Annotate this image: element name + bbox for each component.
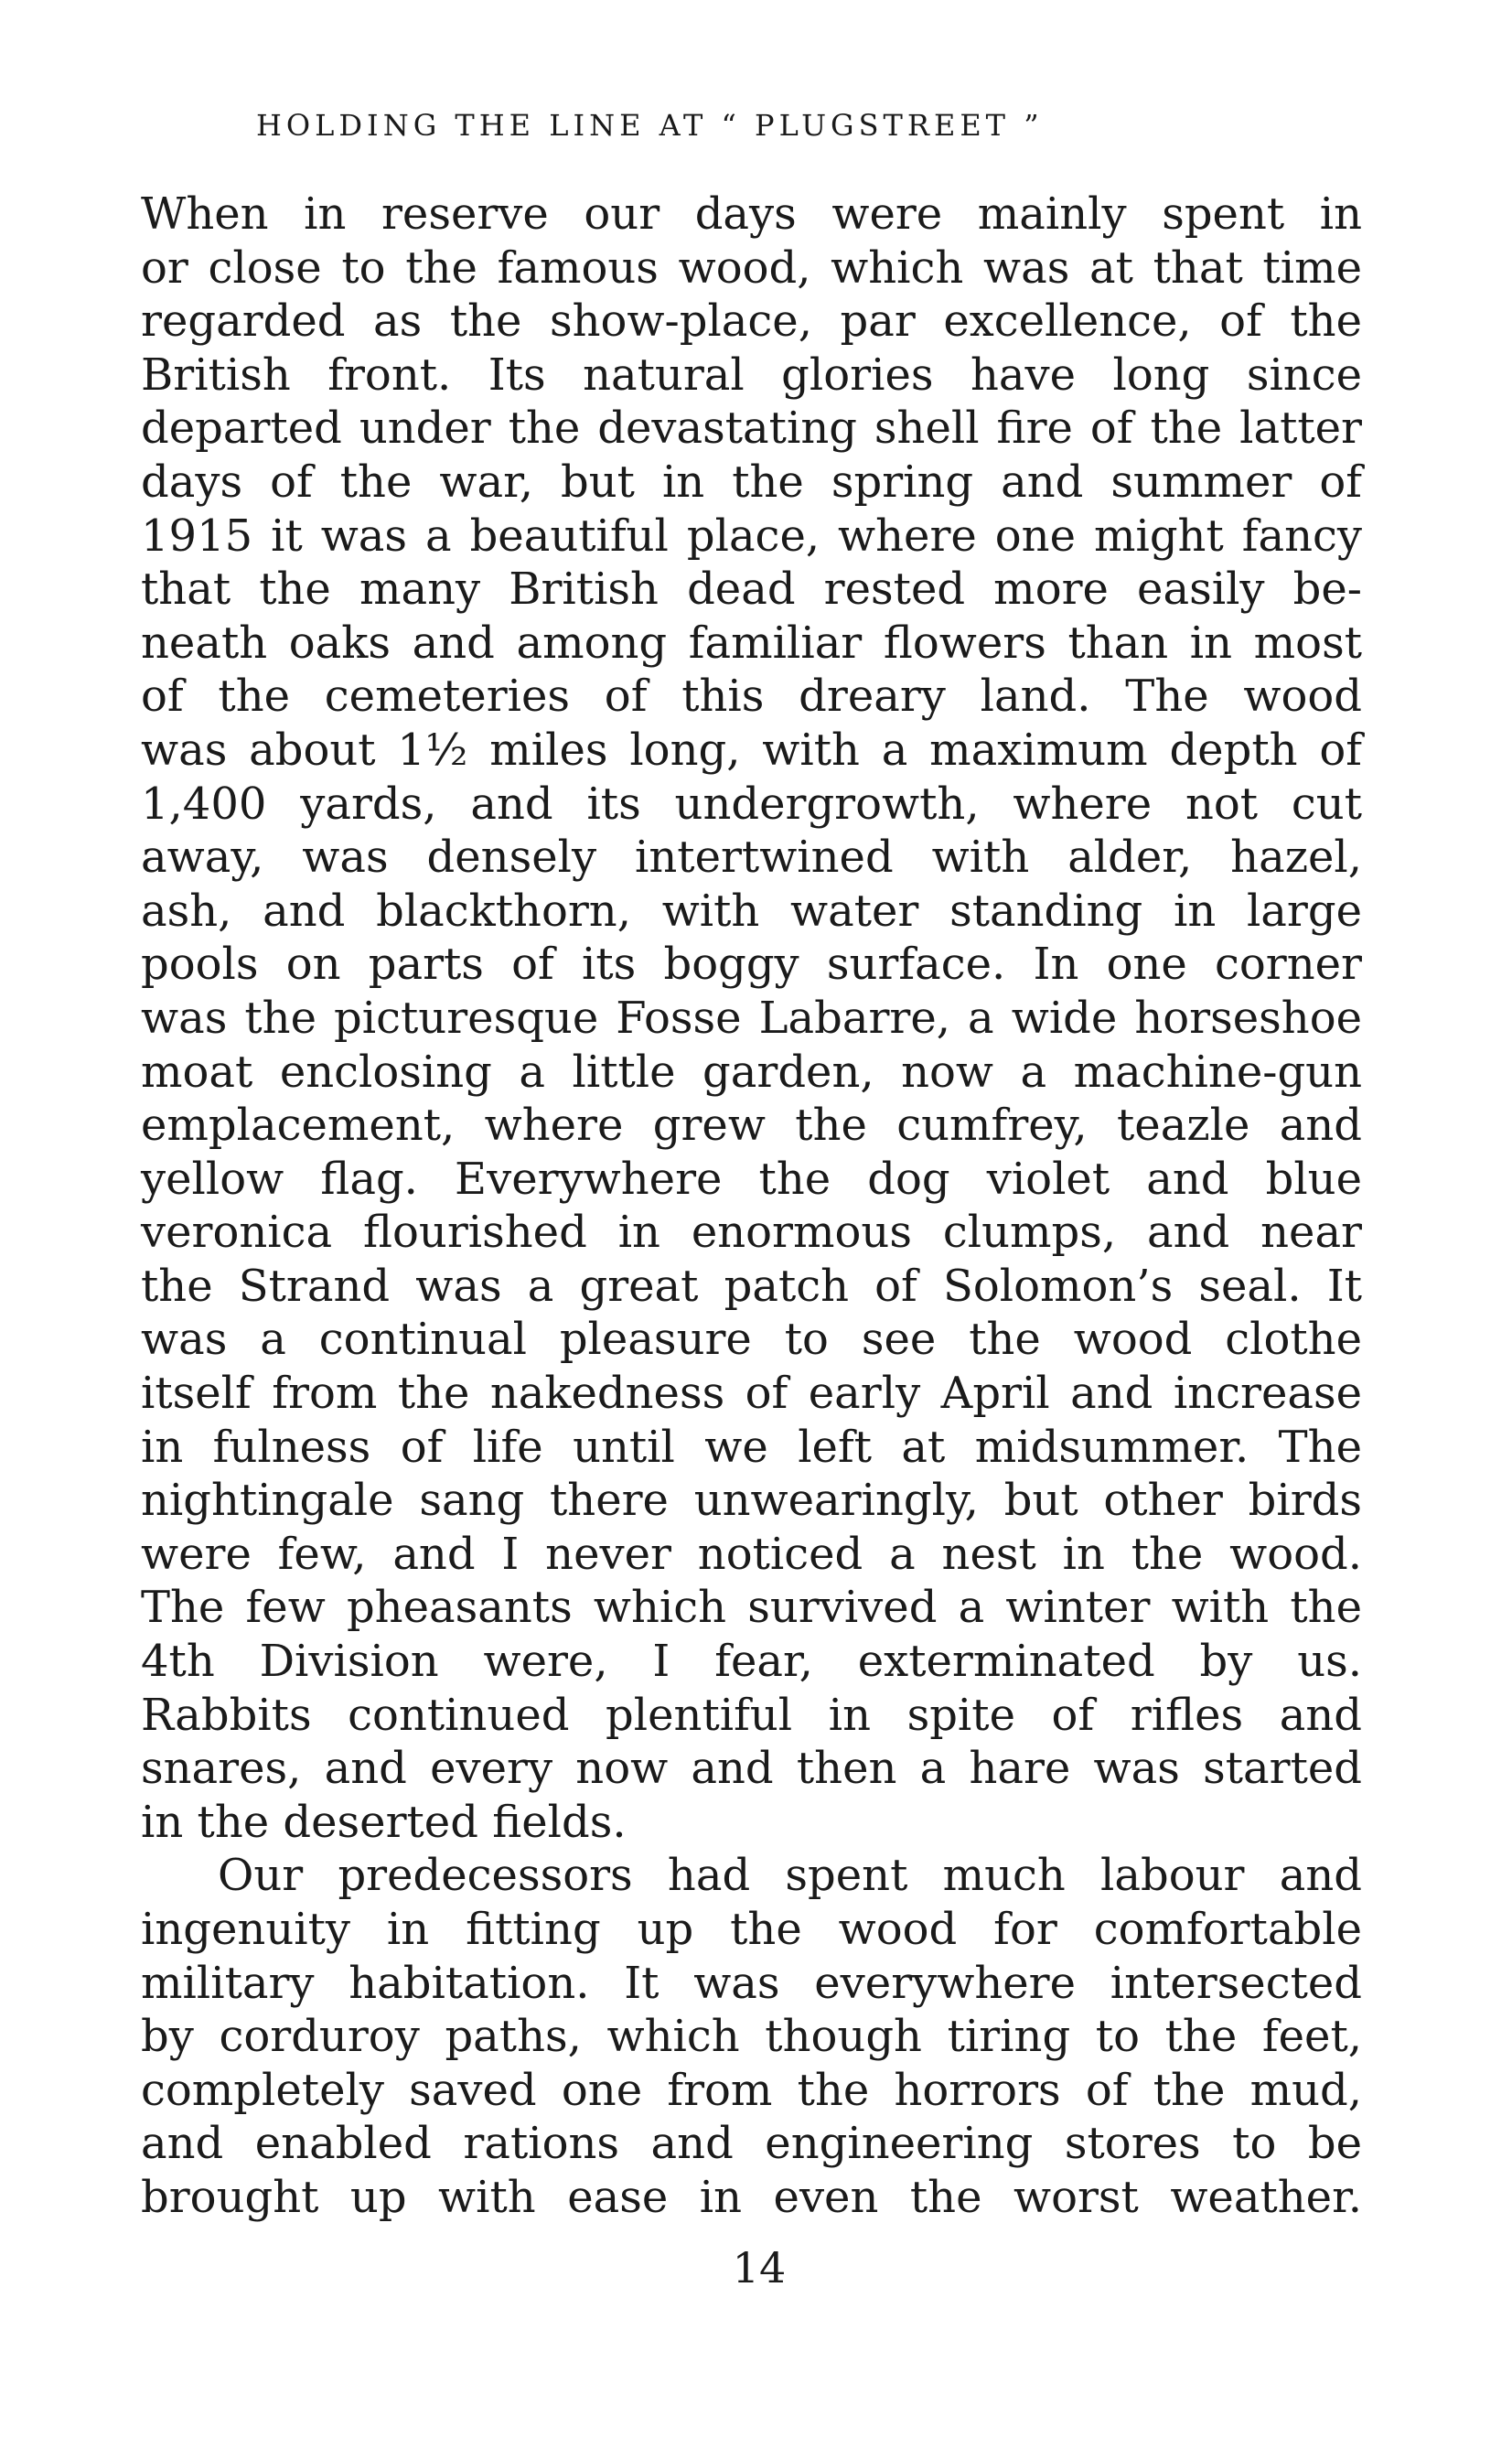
text-line: was the picturesque Fosse Labarre, a wide horseshoe: [141, 992, 1362, 1044]
text-line: or close to the famous wood, which was at that time: [141, 242, 1362, 294]
text-line: British front. Its natural glories have long since: [141, 349, 1362, 401]
text-line: departed under the devastating shell fire of the latter: [141, 403, 1362, 455]
paragraph-2: [141, 1849, 1362, 2224]
text-line: itself from the nakedness of early April and increase: [141, 1368, 1362, 1420]
text-line: veronica flourished in enormous clumps, and near: [141, 1207, 1362, 1259]
running-head: HOLDING THE LINE AT “ PLUGSTREET ”: [256, 108, 1044, 143]
body-text: [141, 188, 1362, 2225]
text-line: the Strand was a great patch of Solomon’s seal. It: [141, 1260, 1362, 1312]
text-line: away, was densely intertwined with alder, hazel,: [141, 832, 1362, 884]
text-line: moat enclosing a little garden, now a machine-gun: [141, 1046, 1362, 1098]
text-line: nightingale sang there unwearingly, but other birds: [141, 1475, 1362, 1527]
text-line: When in reserve our days were mainly spent in: [141, 188, 1362, 240]
text-line: neath oaks and among familiar flowers than in most: [141, 617, 1362, 669]
text-line: of the cemeteries of this dreary land. The wood: [141, 671, 1362, 723]
text-line: ash, and blackthorn, with water standing in large: [141, 885, 1362, 937]
text-line: in the deserted fields.: [141, 1796, 627, 1848]
text-line: brought up with ease in even the worst weather.: [141, 2171, 1362, 2223]
text-line: yellow flag. Everywhere the dog violet and blue: [141, 1153, 1362, 1205]
text-line: 1,400 yards, and its undergrowth, where not cut: [141, 778, 1362, 830]
text-line: days of the war, but in the spring and summer of: [141, 456, 1362, 508]
text-line: was about 1½ miles long, with a maximum depth of: [141, 724, 1362, 776]
text-line: in fulness of life until we left at midsummer. The: [141, 1421, 1362, 1473]
text-line: that the many British dead rested more easily be-: [141, 564, 1362, 616]
text-line: emplacement, where grew the cumfrey, teazle and: [141, 1100, 1362, 1152]
text-line: completely saved one from the horrors of the mud,: [141, 2064, 1362, 2116]
text-line: Rabbits continued plentiful in spite of rifles and: [141, 1689, 1362, 1741]
text-line: ingenuity in fitting up the wood for comfortable: [141, 1904, 1362, 1955]
text-line: 1915 it was a beautiful place, where one might fancy: [141, 510, 1362, 562]
page-number: 14: [732, 2243, 787, 2293]
text-line: and enabled rations and engineering stores to be: [141, 2118, 1362, 2170]
text-line: military habitation. It was everywhere intersected: [141, 1957, 1362, 2009]
text-line: Our predecessors had spent much labour and: [218, 1850, 1362, 1902]
text-line: The few pheasants which survived a winter with the: [141, 1582, 1362, 1634]
text-line: pools on parts of its boggy surface. In one corner: [141, 939, 1362, 991]
text-line: were few, and I never noticed a nest in the wood.: [141, 1528, 1362, 1580]
paragraph-1: [141, 188, 1362, 1849]
text-line: regarded as the show-place, par excellence, of the: [141, 295, 1362, 348]
text-line: snares, and every now and then a hare was started: [141, 1743, 1362, 1795]
text-line: by corduroy paths, which though tiring to the feet,: [141, 2011, 1362, 2063]
text-line: 4th Division were, I fear, exterminated by us.: [141, 1636, 1362, 1688]
text-line: was a continual pleasure to see the wood clothe: [141, 1314, 1362, 1366]
